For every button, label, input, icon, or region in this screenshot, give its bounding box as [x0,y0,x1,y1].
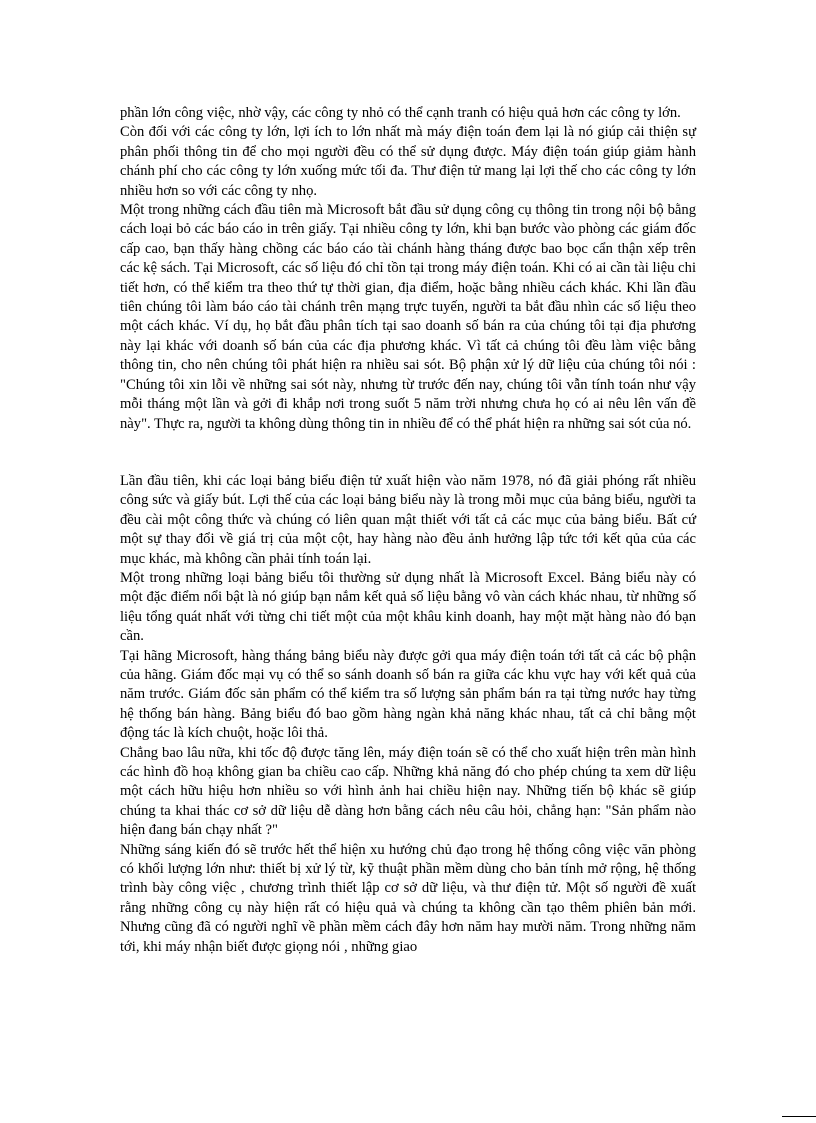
paragraph: Lần đầu tiên, khi các loại bảng biểu điện tử xuất hiện vào năm 1978, nó đã giải phóng rất nhiều công sức và giấy bút. Lợi thế của các loại bảng biểu này là trong mỗi mục của bảng biểu, người ta đều cài một công thức và chúng có liên quan mật thiết với tất cả các mục của bảng biểu. Bất cứ một sự thay đổi về giá trị của một cột, hay hàng nào đều ảnh hưởng lập tức tới kết qủa của các mục khác, mà không cần phải tính toán lại. [120,472,696,567]
paragraph: Những sáng kiến đó sẽ trước hết thể hiện xu hướng chủ đạo trong hệ thống công việc văn phòng có khối lượng lớn như: thiết bị xử lý từ, kỹ thuật phần mềm dùng cho bản tính mở rộng, hệ thống trình bày công việc , chương trình thiết lập cơ sở dữ liệu, và thư điện tử. Một số người đề xuất rằng những công cụ này hiện rất có hiệu quả và chúng ta không cần tạo thêm phiên bản mới. Nhưng cũng đã có người nghĩ về phần mềm cách đây hơn năm hay mười năm. Trong những năm tới, khi máy nhận biết được giọng nói , những giao [120,841,696,955]
paragraph-gap [120,434,696,472]
paragraph: Một trong những loại bảng biểu tôi thường sử dụng nhất là Microsoft Excel. Bảng biểu này có một đặc điểm nổi bật là nó giúp bạn nắm kết quả số liệu bằng vô vàn cách khác nhau, từ những số liệu tổng quát nhất với từng chi tiết một của một khâu kinh doanh, hay một mặt hàng nào đó bạn cần. [120,569,696,645]
paragraph: Chẳng bao lâu nữa, khi tốc độ được tăng lên, máy điện toán sẽ có thể cho xuất hiện trên màn hình các hình đồ hoạ không gian ba chiều cao cấp. Những khả năng đó cho phép chúng ta xem dữ liệu một cách hữu hiệu hơn nhiều so với hình ảnh hai chiều hiện nay. Những tiến bộ khác sẽ giúp chúng ta khai thác cơ sở dữ liệu dễ dàng hơn bằng cách nêu câu hỏi, chẳng hạn: "Sản phẩm nào hiện đang bán chạy nhất ?" [120,744,696,839]
page-corner-rule [782,1116,816,1117]
paragraph: Một trong những cách đầu tiên mà Microsoft bắt đầu sử dụng công cụ thông tin trong nội bộ bằng cách loại bỏ các báo cáo in trên giấy. Tại nhiều công ty lớn, khi bạn bước vào phòng các giám đốc cấp cao, bạn thấy hàng chồng các báo cáo tài chánh hàng tháng được bao bọc cẩn thận xếp trên các kệ sách. Tại Microsoft, các số liệu đó chỉ tồn tại trong máy điện toán. Khi có ai cần tài liệu chi tiết hơn, có thể kiểm tra theo thứ tự thời gian, địa điểm, hoặc bằng nhiều cách khác. Khi lần đầu tiên chúng tôi làm báo cáo tài chánh trên mạng trực tuyến, người ta bắt đầu nhìn các số liệu theo một cách khác. Ví dụ, họ bắt đầu phân tích tại sao doanh số bán ra của chúng tôi tại địa phương này lại khác với doanh số bán của các địa phương khác. Vì tất cả chúng tôi đều làm việc bằng thông tin, cho nên chúng tôi phát hiện ra nhiều sai sót. Bộ phận xử lý dữ liệu của chúng tôi nói : "Chúng tôi xin lỗi về những sai sót này, nhưng từ trước đến nay, chúng tôi vẫn tính toán như vậy mỗi tháng một lần và gởi đi khắp nơi trong suốt 5 năm trời nhưng chưa họ có ai nêu lên vấn đề này". Thực ra, người ta không dùng thông tin in nhiều để có thể phát hiện ra những sai sót của nó. [120,202,696,432]
paragraph: Còn đối với các công ty lớn, lợi ích to lớn nhất mà máy điện toán đem lại là nó giúp cải thiện sự phân phối thông tin để cho mọi người đều có thể sử dụng được. Máy điện toán giúp giảm hành chánh phí cho các công ty lớn xuống mức tối đa. Thư điện tử mang lại lợi thế cho các công ty lớn nhiều hơn so với các công ty nhọ. [120,124,696,199]
paragraph: phần lớn công việc, nhờ vậy, các công ty nhỏ có thể cạnh tranh có hiệu quả hơn các công ty lớn. [120,105,681,121]
paragraph: Tại hãng Microsoft, hàng tháng bảng biểu này được gởi qua máy điện toán tới tất cả các bộ phận của hãng. Giám đốc mại vụ có thể so sánh doanh số bán ra giữa các khu vực hay với kết quả của năm trước. Giám đốc sản phẩm có thể kiểm tra số lượng sản phẩm bán ra tại từng nước hay từng hệ thống bán hàng. Bảng biểu đó bao gồm hàng ngàn khả năng khác nhau, tất cả chỉ bằng một động tác là kích chuột, hoặc lôi thả. [120,647,696,742]
document-body [120,104,696,957]
